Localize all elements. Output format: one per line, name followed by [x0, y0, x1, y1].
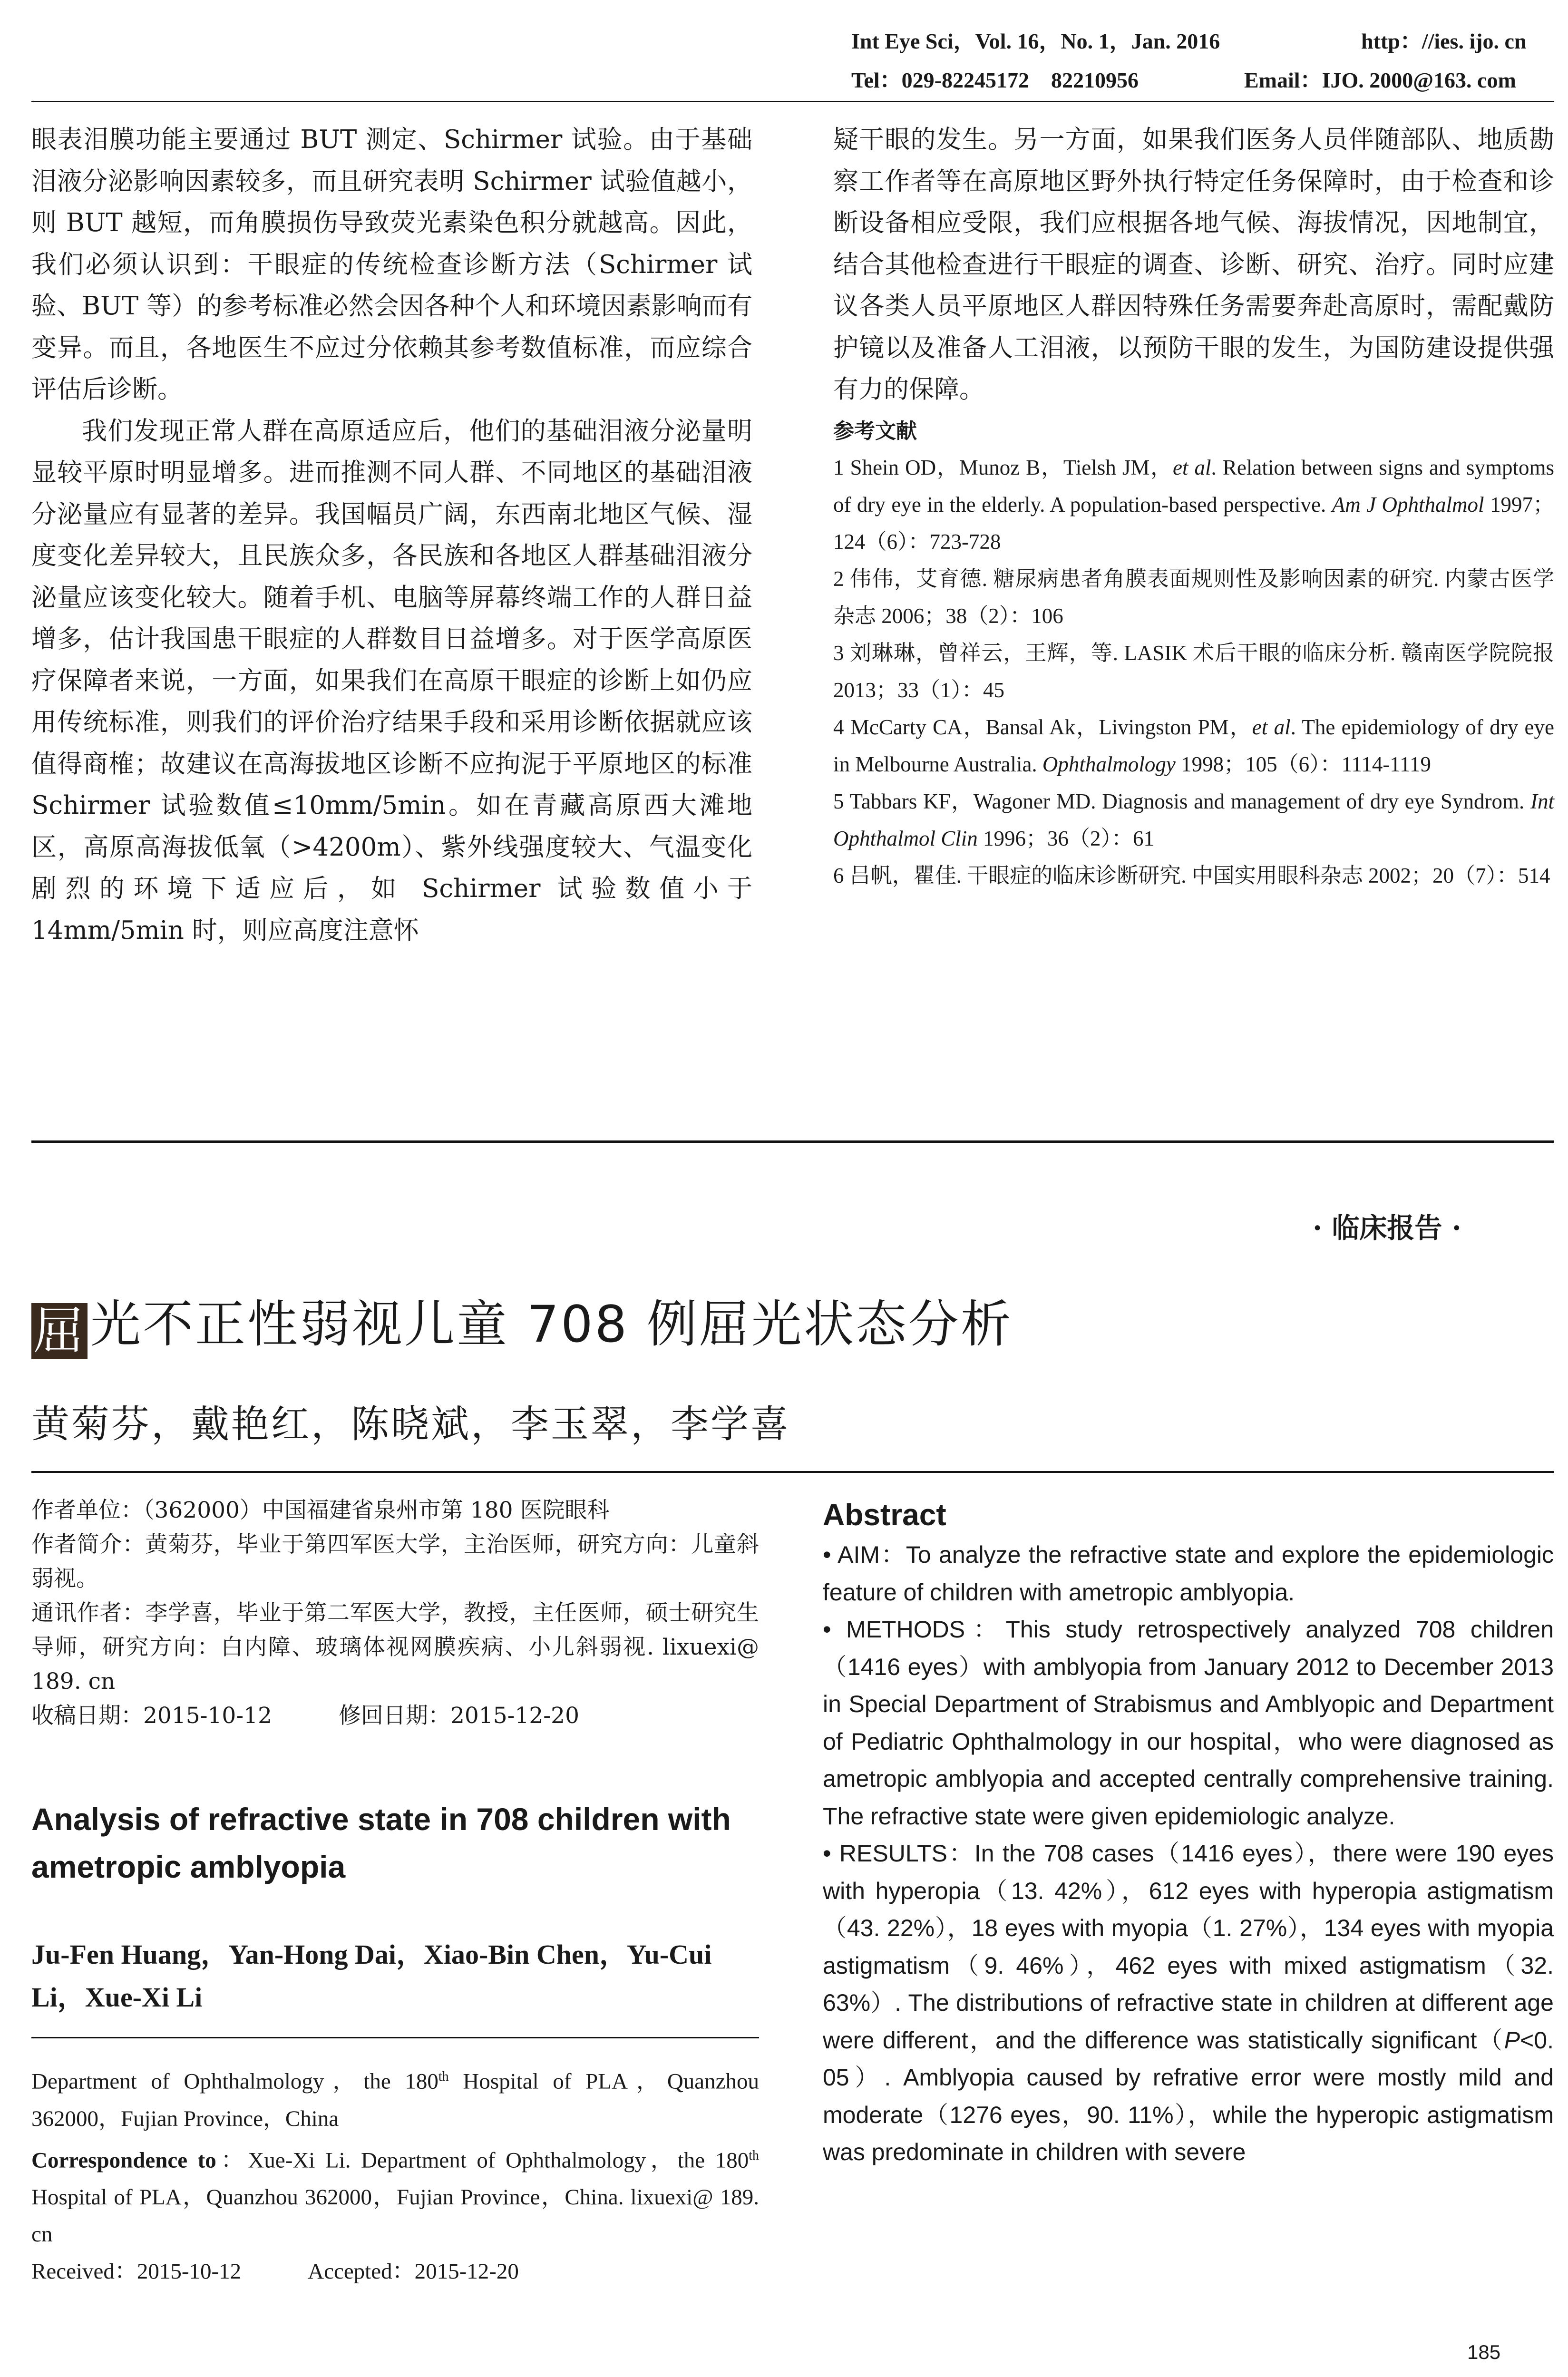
- author-intro: 作者简介：黄菊芬，毕业于第四军医大学，主治医师，研究方向：儿童斜弱视。: [31, 1531, 759, 1592]
- english-authors: Ju-Fen Huang，Yan-Hong Dai，Xiao-Bin Chen，Yu-Cui Li，Xue-Xi Li: [31, 1939, 712, 2013]
- title-drop-cap: 屈: [31, 1303, 88, 1359]
- english-title: Analysis of refractive state in 708 children with ametropic amblyopia: [31, 1802, 731, 1884]
- received-date: 收稿日期：2015-10-12: [31, 1703, 272, 1729]
- english-title-block: [31, 1795, 759, 1890]
- english-authors-block: [31, 1933, 759, 2019]
- author-unit: 作者单位：（362000）中国福建省泉州市第 180 医院眼科: [31, 1497, 610, 1523]
- reference-item: 6 吕帆，瞿佳. 干眼症的临床诊断研究. 中国实用眼科杂志 2002；20（7）：514: [833, 863, 1550, 887]
- reference-item: 3 刘琳琳，曾祥云，王辉，等. LASIK 术后干眼的临床分析. 赣南医学院院报 2013；33（1）：45: [833, 641, 1554, 702]
- journal-url: http：//ies. ijo. cn: [1361, 29, 1527, 53]
- prev-article-left-column: [31, 119, 752, 951]
- authors-rule: [31, 1471, 1554, 1473]
- en-received: Received：2015-10-12: [31, 2259, 242, 2284]
- reference-item: 5 Tabbars KF，Wagoner MD. Diagnosis and management of dry eye Syndrom. Int Ophthalmol Clin 1996；36（2）：61: [833, 789, 1554, 850]
- dates-line: [31, 1699, 759, 1733]
- journal-tel: Tel：029-82245172 82210956: [851, 68, 1139, 92]
- reference-list: [833, 449, 1554, 894]
- prev-paragraph-3: 疑干眼的发生。另一方面，如果我们医务人员伴随部队、地质勘察工作者等在高原地区野外执行特定任务保障时，由于检查和诊断设备相应受限，我们应根据各地气候、海拔情况，因地制宜，结合其他检查进行干眼症的调查、诊断、研究、治疗。同时应建议各类人员平原地区人群因特殊任务需要奔赴高原时，需配戴防护镜以及准备人工泪液，以预防干眼的发生，为国防建设提供强有力的保障。: [833, 125, 1554, 404]
- affiliation-block: [31, 2058, 759, 2290]
- prev-paragraph-1: 眼表泪膜功能主要通过 BUT 测定、Schirmer 试验。由于基础泪液分泌影响因素较多，而且研究表明 Schirmer 试验值越小，则 BUT 越短，而角膜损伤导致荧光素染色积分就越高。因此，我们必须认识到：干眼症的传统检查诊断方法（Schirmer 试验、BUT 等）的参考标准必然会因各种个人和环境因素影响而有变异。而且，各地医生不应过分依赖其参考数值标准，而应综合评估后诊断。: [31, 125, 752, 404]
- header-rule: [31, 101, 1554, 102]
- abstract-aim: • AIM：To analyze the refractive state and explore the epidemiologic feature of children with ametropic amblyopia.: [823, 1541, 1554, 1606]
- affiliation-rule: [31, 2037, 759, 2038]
- journal-email: Email：IJO. 2000@163. com: [1244, 68, 1516, 92]
- article-authors: 黄菊芬，戴艳红，陈晓斌，李玉翠，李学喜: [31, 1402, 790, 1446]
- revised-date: 修回日期：2015-12-20: [338, 1703, 579, 1729]
- title-text: 光不正性弱视儿童 708 例屈光状态分析: [90, 1295, 1013, 1354]
- abstract-heading: Abstract: [823, 1498, 946, 1532]
- article-title: [31, 1294, 1013, 1359]
- en-accepted: Accepted：2015-12-20: [308, 2259, 519, 2284]
- reference-item: 4 McCarty CA，Bansal Ak，Livingston PM，et al. The epidemiology of dry eye in Melbourne Australia. Ophthalmology 1998；105（6）：1114-1119: [833, 715, 1554, 776]
- section-label: · 临床报告 ·: [1313, 1212, 1461, 1244]
- abstract-methods: • METHODS：This study retrospectively analyzed 708 children（1416 eyes）with amblyopia from January 2012 to December 2013 in Special Department of Strabismus and Amblyopic and Department of Pediatric Ophthalmology in our hospital，who were diagnosed as ametropic amblyopia and accepted centrally comprehensive training. The refractive state were given epidemiologic analyze.: [823, 1616, 1554, 1830]
- en-dates: [31, 2253, 759, 2290]
- author-info: [31, 1493, 759, 1733]
- corresponding-author: 通讯作者：李学喜，毕业于第二军医大学，教授，主任医师，硕士研究生导师，研究方向：白内障、玻璃体视网膜疾病、小儿斜弱视. lixuexi@ 189. cn: [31, 1600, 759, 1695]
- reference-item: 1 Shein OD，Munoz B，Tielsh JM，et al. Relation between signs and symptoms of dry eye in the elderly. A population-based perspective. Am J Ophthalmol 1997；124（6）：723-728: [833, 455, 1555, 554]
- abstract-results: • RESULTS：In the 708 cases（1416 eyes），there were 190 eyes with hyperopia（13. 42%），612 eyes with hyperopia astigmatism（43. 22%），18 eyes with myopia（1. 27%），134 eyes with myopia astigmatism（9. 46%），462 eyes with mixed astigmatism（32. 63%）. The distributions of refractive state in children at different age were different，and the difference was statistically significant（P<0. 05）. Amblyopia caused by refrative error were mostly mild and moderate（1276 eyes，90. 11%），while the hyperopic astigmatism was predominate in children with severe: [823, 1840, 1554, 2165]
- abstract-block: [823, 1493, 1554, 2171]
- references-heading: 参考文献: [833, 419, 917, 443]
- prev-paragraph-2: 我们发现正常人群在高原适应后，他们的基础泪液分泌量明显较平原时明显增多。进而推测不同人群、不同地区的基础泪液分泌量应有显著的差异。我国幅员广阔，东西南北地区气候、湿度变化差异较大，且民族众多，各民族和各地区人群基础泪液分泌量应该变化较大。随着手机、电脑等屏幕终端工作的人群日益增多，估计我国患干眼症的人群数目日益增多。对于医学高原医疗保障者来说，一方面，如果我们在高原干眼症的诊断上如仍应用传统标准，则我们的评价治疗结果手段和采用诊断依据就应该值得商榷；故建议在高海拔地区诊断不应拘泥于平原地区的标准 Schirmer 试验数值≤10mm/5min。如在青藏高原西大滩地区，高原高海拔低氧（>4200m）、紫外线强度较大、气温变化剧烈的环境下适应后，如 Schirmer 试验数值小于 14mm/5min 时，则应高度注意怀: [31, 416, 752, 945]
- affiliation-dept: Department of Ophthalmology，the 180th Hospital of PLA，Quanzhou 362000，Fujian Province，China: [31, 2069, 759, 2131]
- prev-article-right-column: [833, 119, 1554, 894]
- correspondence: Correspondence to：Xue-Xi Li. Department of Ophthalmology，the 180th Hospital of PLA，Quanzhou 362000，Fujian Province，China. lixuexi@ 189. cn: [31, 2148, 759, 2247]
- journal-header: Int Eye Sci，Vol. 16，No. 1，Jan. 2016: [851, 29, 1220, 53]
- reference-item: 2 伟伟，艾育德. 糖尿病患者角膜表面规则性及影响因素的研究. 内蒙古医学杂志 2006；38（2）：106: [833, 566, 1554, 628]
- article-separator: [31, 1140, 1554, 1143]
- page-number: 185: [1467, 2341, 1501, 2363]
